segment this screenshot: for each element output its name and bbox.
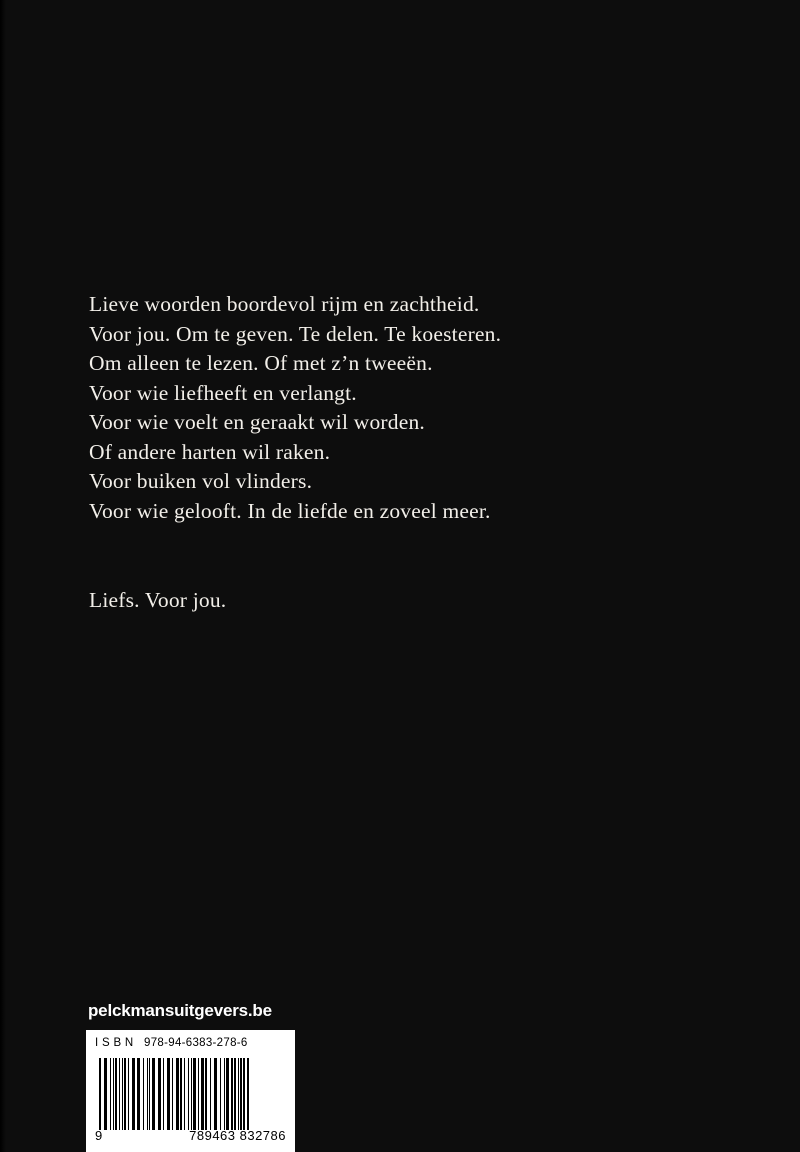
blurb-line: Lieve woorden boordevol rijm en zachtheid. — [89, 292, 480, 316]
blurb-line: Of andere harten wil raken. — [89, 439, 331, 464]
blurb-line: Om alleen te lezen. Of met z’n tweeën. — [89, 351, 433, 375]
blurb-line: Voor wie voelt en geraakt wil worden. — [89, 410, 425, 434]
spine-shadow — [0, 0, 6, 1152]
blurb-line: Voor jou. Om te geven. Te delen. Te koesteren. — [89, 321, 502, 346]
blurb-line: Voor wie liefheeft en verlangt. — [89, 380, 357, 405]
blurb-line: Voor wie gelooft. In de liefde en zoveel meer. — [89, 498, 491, 523]
isbn-number: 978-94-6383-278-6 — [144, 1037, 248, 1049]
barcode-bars — [99, 1058, 282, 1130]
barcode-digit-left: 9 — [95, 1128, 103, 1143]
barcode-digit-main: 789463 832786 — [189, 1128, 286, 1143]
isbn-label: I S B N — [95, 1037, 134, 1049]
barcode-digits — [95, 1128, 286, 1143]
publisher-website-link[interactable]: pelckmansuitgevers.be — [88, 1001, 272, 1020]
isbn-barcode — [86, 1030, 295, 1152]
blurb-text-block — [89, 290, 709, 526]
blurb-line: Voor buiken vol vlinders. — [89, 469, 313, 493]
isbn-text — [95, 1037, 286, 1049]
blurb-signature: Liefs. Voor jou. — [89, 588, 227, 612]
